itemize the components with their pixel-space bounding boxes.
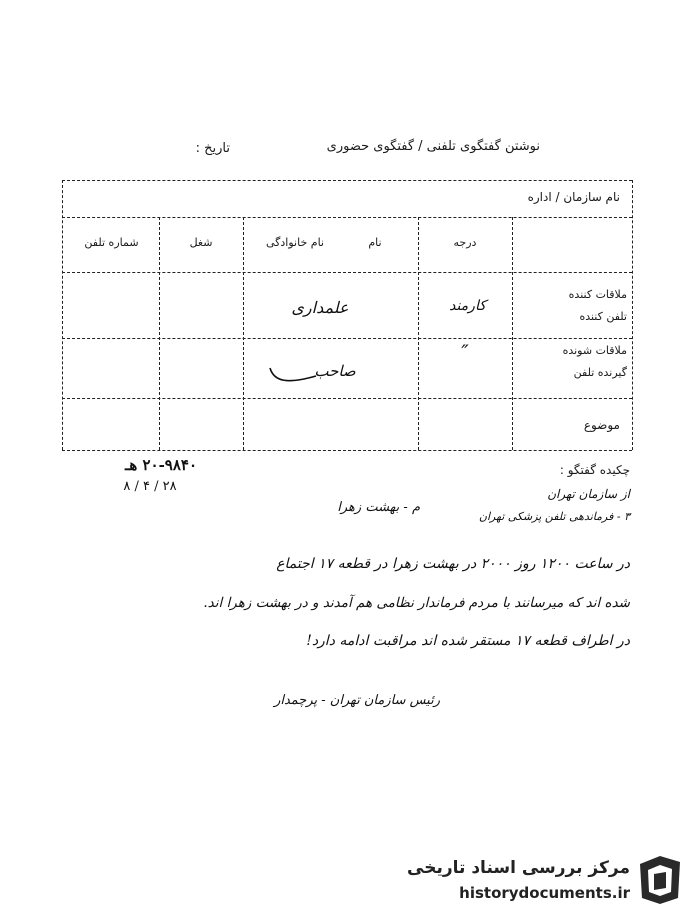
column-rank: درجه	[453, 236, 477, 249]
signature-stroke	[268, 362, 318, 384]
row-rank-value: ″	[461, 340, 469, 364]
body-line: در ساعت ۱۲۰۰ روز ۲۰۰۰ در بهشت زهرا در قطعه ۱۷ اجتماع	[276, 556, 630, 572]
subject-label: موضوع	[583, 418, 620, 432]
row-label-line1: ملاقات شونده	[562, 344, 627, 357]
row-family-name-value: صاحب	[314, 362, 356, 380]
column-job: شغل	[189, 236, 213, 249]
row-family-name-value: علمداری	[291, 298, 349, 317]
row-rank-value: کارمند	[449, 298, 486, 314]
footer-url: historydocuments.ir	[459, 884, 630, 902]
summary-line-3: م - بهشت زهرا	[337, 500, 420, 515]
summary-line-1: از سازمان تهران	[547, 487, 630, 501]
column-first-name: نام	[368, 236, 382, 249]
column-phone: شماره تلفن	[84, 236, 139, 249]
archive-logo-icon	[634, 852, 686, 908]
document-number: ۲۰-۹۸۴۰ هـ	[124, 456, 198, 474]
date-label: تاریخ :	[195, 141, 230, 156]
summary-line-2: ۳ - فرماندهی تلفن پزشکی تهران	[478, 510, 630, 523]
row-label-line2: تلفن کننده	[579, 310, 627, 323]
summary-label: چکیده گفتگو :	[559, 463, 630, 477]
body-line: در اطراف قطعه ۱۷ مستقر شده اند مراقبت ادامه دارد!	[306, 633, 630, 649]
form-title: نوشتن گفتگوی تلفنی / گفتگوی حضوری	[326, 139, 540, 154]
org-label: نام سازمان / اداره	[527, 190, 620, 204]
body-line: شده اند که میرسانند با مردم فرماندار نظامی هم آمدند و در بهشت زهرا اند.	[203, 595, 630, 611]
signature-text: رئیس سازمان تهران - پرچمدار	[274, 693, 440, 708]
row-label-line1: ملاقات کننده	[568, 288, 627, 301]
document-date: ۲۸ / ۴ / ۸	[123, 479, 177, 494]
row-label-line2: گیرنده تلفن	[573, 366, 627, 379]
column-family-name: نام خانوادگی	[266, 236, 324, 249]
footer-title: مرکز بررسی اسناد تاریخی	[407, 858, 630, 878]
